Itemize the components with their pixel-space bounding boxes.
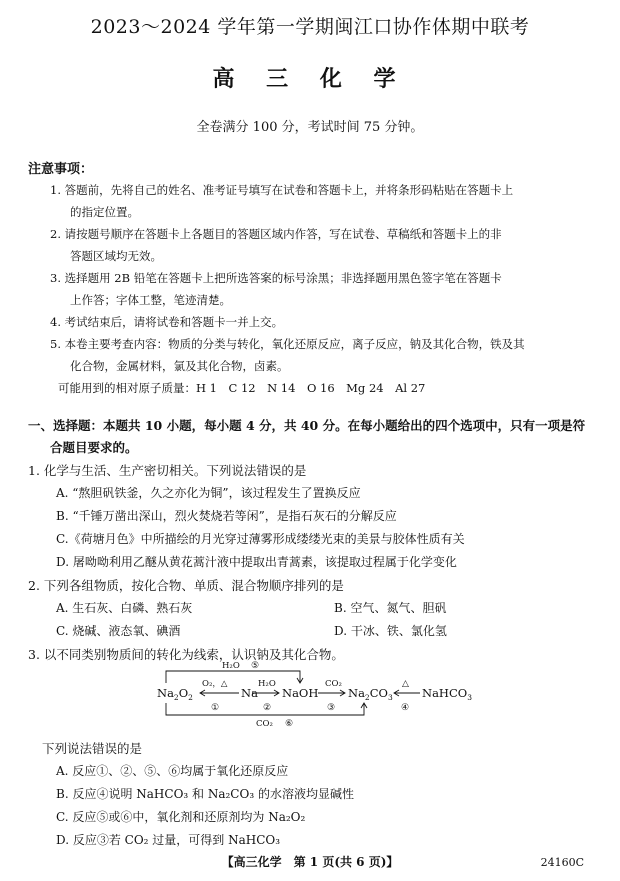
step4-number: ④ bbox=[401, 703, 410, 713]
question-1-option-d: D. 屠呦呦利用乙醚从黄花蒿汁液中提取出青蒿素，该提取过程属于化学变化 bbox=[56, 555, 457, 569]
question-3-option-b: B. 反应④说明 NaHCO₃ 和 Na₂CO₃ 的水溶液均显碱性 bbox=[56, 787, 354, 801]
question-1-option-c: C.《荷塘月色》中所描绘的月光穿过薄雾形成缕缕光束的美景与胶体性质有关 bbox=[56, 532, 465, 546]
notice-line: 化合物，金属材料，氯及其化合物，卤素。 bbox=[70, 359, 289, 373]
question-3-option-a: A. 反应①、②、⑤、⑥均属于氧化还原反应 bbox=[56, 764, 289, 778]
notice-title: 注意事项： bbox=[28, 162, 94, 177]
step4-label: △ bbox=[402, 679, 409, 689]
step2-number: ② bbox=[263, 703, 272, 713]
notice-line: 4. 考试结束后，请将试卷和答题卡一并上交。 bbox=[50, 315, 284, 329]
step6-number: ⑥ bbox=[285, 719, 294, 729]
paper-code: 24160C bbox=[540, 856, 584, 869]
notice-line: 的指定位置。 bbox=[70, 205, 139, 219]
question-1-option-a: A. “熬胆矾铁釜，久之亦化为铜”，该过程发生了置换反应 bbox=[56, 486, 361, 500]
exam-info: 全卷满分 100 分，考试时间 75 分钟。 bbox=[196, 120, 424, 135]
question-2-option-d: D. 干冰、铁、氯化氢 bbox=[334, 624, 447, 638]
notice-line: 1. 答题前，先将自己的姓名、准考证号填写在试卷和答题卡上，并将条形码粘贴在答题卡上 bbox=[50, 183, 514, 197]
notice-line: 2. 请按题号顺序在答题卡上各题目的答题区域内作答，写在试卷、草稿纸和答题卡上的非 bbox=[50, 227, 502, 241]
step6-label: CO₂ bbox=[256, 719, 273, 729]
question-2-option-c: C. 烧碱、液态氧、碘酒 bbox=[56, 624, 181, 638]
page-footer: 【高三化学 第 1 页(共 6 页)】 bbox=[221, 855, 399, 869]
sodium-conversion-diagram bbox=[0, 655, 620, 735]
subject-title: 高 三 化 学 bbox=[212, 66, 408, 92]
step1-number: ① bbox=[211, 703, 220, 713]
notice-line: 5. 本卷主要考查内容：物质的分类与转化，氧化还原反应，离子反应，钠及其化合物，铁及其 bbox=[50, 337, 525, 351]
atomic-mass-line: 可能用到的相对原子质量：H 1 C 12 N 14 O 16 Mg 24 Al 27 bbox=[58, 381, 426, 395]
step3-label: CO₂ bbox=[325, 679, 342, 689]
question-3-option-c: C. 反应⑤或⑥中，氧化剂和还原剂均为 Na₂O₂ bbox=[56, 810, 306, 824]
arrow-step5 bbox=[166, 671, 300, 683]
question-1-stem: 1. 化学与生活、生产密切相关。下列说法错误的是 bbox=[28, 463, 307, 478]
question-2-option-a: A. 生石灰、白磷、熟石灰 bbox=[56, 601, 193, 615]
notice-line: 答题区域均无效。 bbox=[70, 249, 162, 263]
step2-label: H₂O bbox=[258, 679, 276, 689]
section-title: 一、选择题：本题共 10 小题，每小题 4 分，共 40 分。在每小题给出的四个选项中，只有一项是符 bbox=[28, 418, 586, 433]
question-2-stem: 2. 下列各组物质，按化合物、单质、混合物顺序排列的是 bbox=[28, 578, 344, 593]
step5-label: H₂O bbox=[222, 661, 240, 671]
question-2-option-b: B. 空气、氮气、胆矾 bbox=[334, 601, 447, 615]
compound-na: Na bbox=[241, 686, 258, 700]
notice-line: 3. 选择题用 2B 铅笔在答题卡上把所选答案的标号涂黑；非选择题用黑色签字笔在答题卡 bbox=[50, 271, 502, 285]
compound-naoh: NaOH bbox=[282, 686, 319, 700]
compound-nahco3: NaHCO$_3$ bbox=[422, 686, 472, 702]
question-3-option-d: D. 反应③若 CO₂ 过量，可得到 NaHCO₃ bbox=[56, 833, 281, 847]
section-title-cont: 合题目要求的。 bbox=[50, 440, 138, 455]
question-1-option-b: B. “千锤万凿出深山，烈火焚烧若等闲”，是指石灰石的分解反应 bbox=[56, 509, 397, 523]
notice-line: 上作答；字体工整，笔迹清楚。 bbox=[70, 293, 231, 307]
compound-na2o2: $Na_2O_2$ bbox=[157, 686, 193, 702]
question-3-sub-stem: 下列说法错误的是 bbox=[42, 741, 143, 756]
question-3-stem: 3. 以不同类别物质间的转化为线索，认识钠及其化合物。 bbox=[28, 647, 344, 662]
compound-na2co3: $Na_2CO_3$ bbox=[348, 686, 393, 702]
step3-number: ③ bbox=[327, 703, 336, 713]
step5-number: ⑤ bbox=[251, 661, 260, 671]
exam-title: 2023～2024 学年第一学期闽江口协作体期中联考 bbox=[90, 16, 530, 38]
step1-label: O₂，△ bbox=[202, 679, 228, 689]
